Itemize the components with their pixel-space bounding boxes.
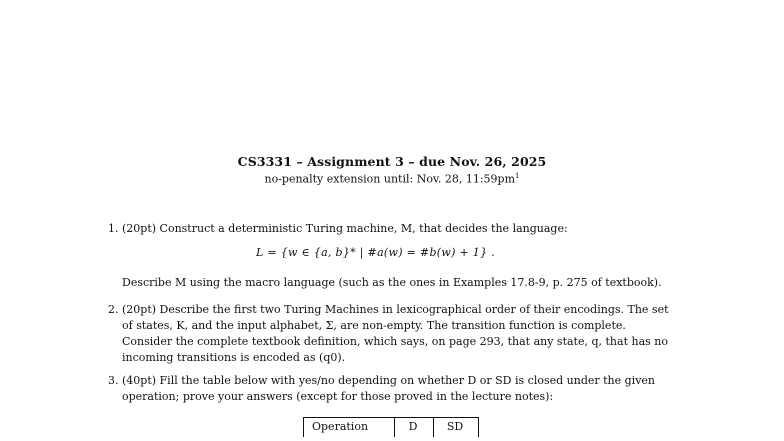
problem-text: (40pt) Fill the table below with yes/no depending on whether D or SD is closed under the given operation; prove your answers (except for those proved in the lecture notes): xyxy=(122,374,656,403)
problem-number: 2. xyxy=(108,303,119,316)
problem-1-instructions: Describe M using the macro language (such as the ones in Examples 17.8-9, p. 275 of textbook). xyxy=(122,276,662,289)
problem-number: 3. xyxy=(108,374,119,387)
language-formula: L = {w ∈ {a, b}* | #a(w) = #b(w) + 1} . xyxy=(256,246,495,259)
header-d: D xyxy=(395,418,434,438)
problem-number: 1. xyxy=(108,222,119,235)
header-operation: Operation xyxy=(304,418,395,438)
problem-text: (20pt) Describe the first two Turing Machines in lexicographical order of their encodings. The set of states, K, and the input alphabet, Σ, are non-empty. The transition function is complete. Consider the complete textbook definition, which says, on page 293, that any state, q, that has no incoming transitions is encoded as (q0). xyxy=(122,303,669,364)
assignment-title: CS3331 – Assignment 3 – due Nov. 26, 2025 xyxy=(237,154,547,169)
footnote-mark: 1 xyxy=(515,172,520,180)
problem-text: (20pt) Construct a deterministic Turing machine, M, that decides the language: xyxy=(122,222,568,235)
extension-note xyxy=(0,172,784,186)
extension-text: no-penalty extension until: Nov. 28, 11:59pm xyxy=(264,172,516,186)
problem-1 xyxy=(108,221,678,237)
table-header-row xyxy=(304,418,479,438)
closure-table xyxy=(303,417,479,437)
problem-3 xyxy=(108,373,678,405)
header-sd: SD xyxy=(434,418,479,438)
problem-2 xyxy=(108,302,678,366)
